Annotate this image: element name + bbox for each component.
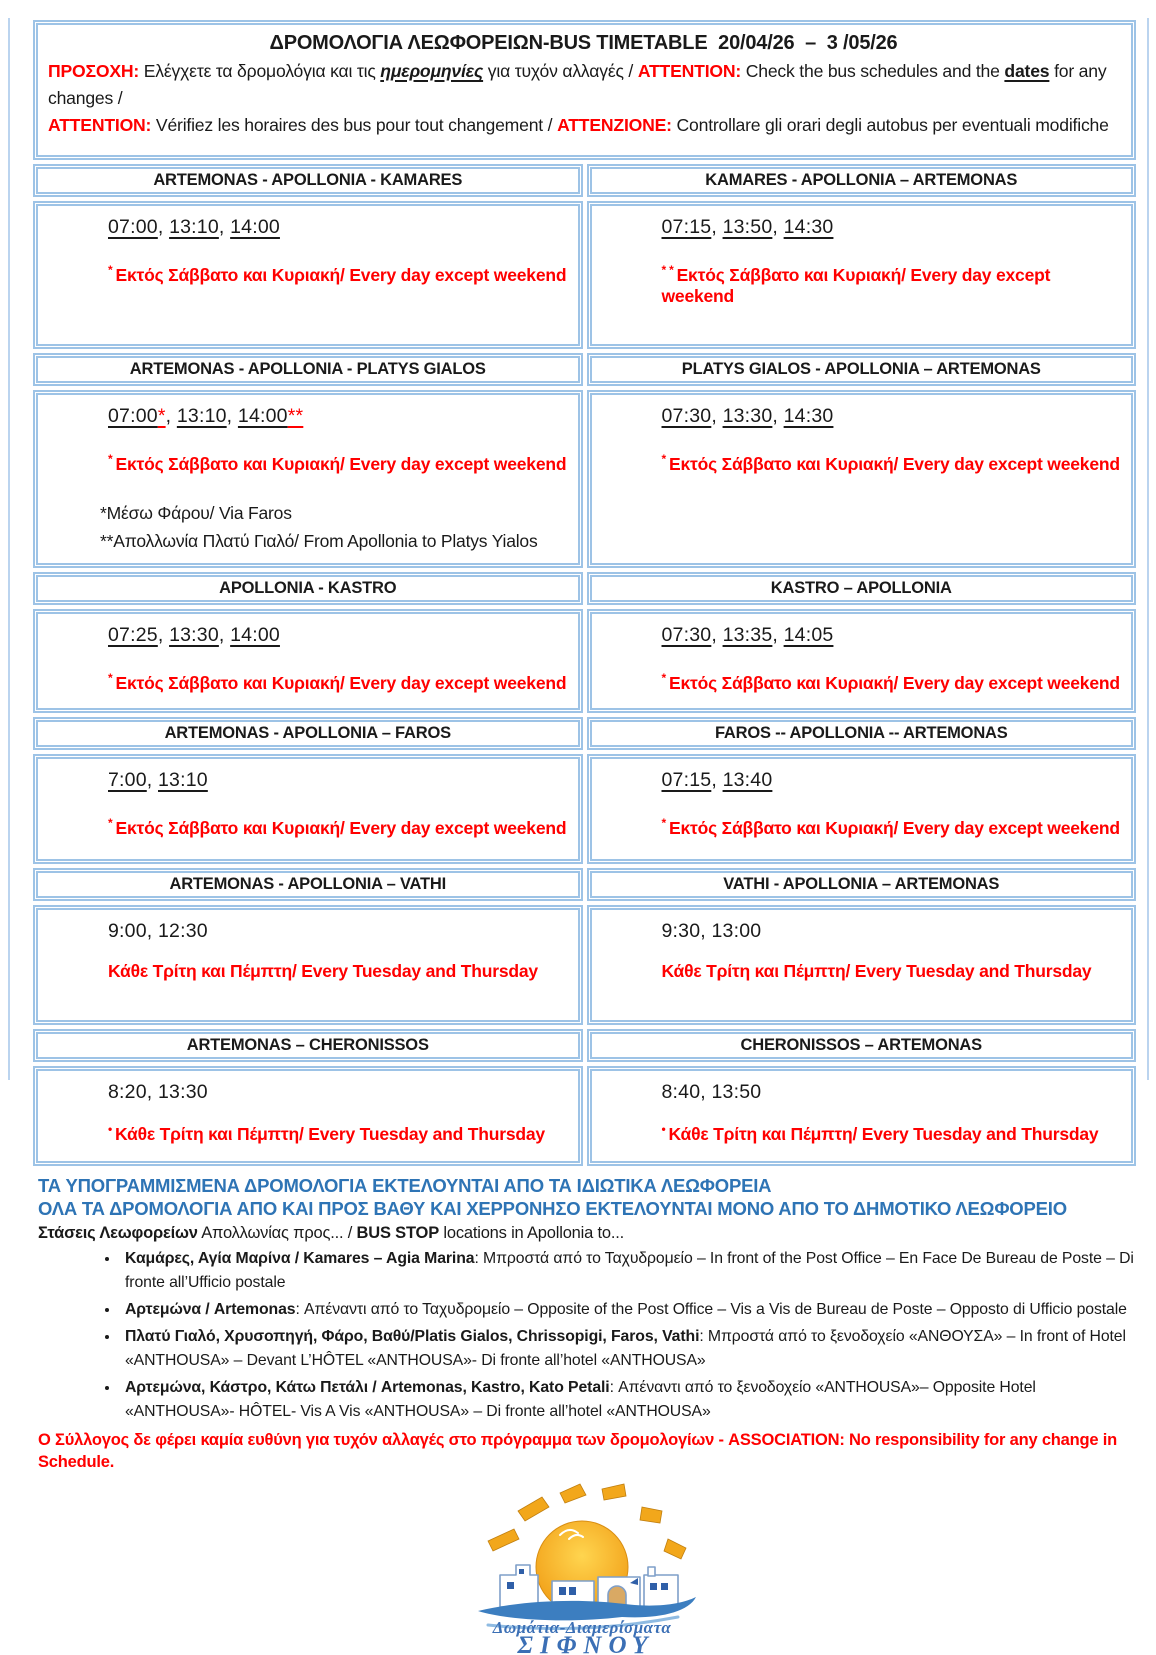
route-name: KAMARES - APOLLONIA – ARTEMONAS xyxy=(705,171,1018,189)
route-section xyxy=(33,1029,1136,1166)
note-text: Εκτός Σάββατο και Κυριακή/ Every day except weekend xyxy=(115,672,567,693)
stop-name: Αρτεμώνα, Κάστρο, Κάτω Πετάλι / Artemonas, Kastro, Kato Petali xyxy=(125,1378,610,1396)
footnote-line: **Απολλωνία Πλατύ Γιαλό/ From Apollonia to Platys Yialos xyxy=(100,530,538,551)
time-value: 07:30 xyxy=(661,405,712,427)
municipal-bus-notice: ΟΛΑ ΤΑ ΔΡΟΜΟΛΟΓΙΑ ΑΠΟ ΚΑΙ ΠΡΟΣ ΒΑΘΥ ΚΑΙ ΧΕΡΡΟΝΗΣΟ ΕΚΤΕΛΟΥΝΤΑΙ ΜΟΝΟ ΑΠΟ ΤΟ ΔΗΜΟΤΙΚΟ ΛΕΩΦΟΡΕΙΟ xyxy=(38,1197,1067,1219)
note-marker: * xyxy=(108,670,113,685)
departure-times xyxy=(662,216,1122,239)
time-text: , xyxy=(165,405,177,427)
time-value: 14:00 xyxy=(230,623,280,646)
schedule-note xyxy=(108,816,568,839)
route-header-right xyxy=(587,353,1137,386)
route-header-right xyxy=(587,164,1137,197)
note-text: Εκτός Σάββατο και Κυριακή/ Every day except weekend xyxy=(668,672,1120,693)
departure-times xyxy=(108,216,568,239)
note-marker: • xyxy=(661,1121,666,1136)
route-cell-left xyxy=(33,609,583,713)
footnotes xyxy=(100,499,568,555)
route-name: ARTEMONAS - APOLLONIA - PLATYS GIALOS xyxy=(129,360,486,378)
route-name: CHERONISSOS – ARTEMONAS xyxy=(740,1035,982,1054)
schedule-note xyxy=(108,961,568,982)
text-segment: Ελέγχετε τα δρομολόγια και τις xyxy=(143,61,381,81)
time-value: 07:15 xyxy=(661,768,712,791)
schedule-note xyxy=(108,452,568,475)
logo-line2: ΣΙΦΝΟΥ xyxy=(516,1631,655,1655)
time-text: , xyxy=(157,216,170,238)
schedule-note xyxy=(108,1122,568,1145)
bus-stop-list xyxy=(38,1247,1136,1424)
note-marker: * xyxy=(108,263,113,277)
schedule-note xyxy=(662,671,1122,694)
text-segment: BUS STOP xyxy=(356,1223,439,1242)
route-name: PLATYS GIALOS - APOLLONIA – ARTEMONAS xyxy=(681,360,1041,378)
route-header-left xyxy=(33,1029,583,1062)
schedule-note xyxy=(662,816,1122,839)
bus-stop-item xyxy=(120,1376,1136,1424)
time-text: , xyxy=(157,623,170,646)
time-text: 9:00, 12:30 xyxy=(108,919,208,942)
route-cell-right xyxy=(587,609,1137,713)
timetable xyxy=(33,164,1136,1166)
logo-line1: Δωμάτια-Διαμερίσματα xyxy=(492,1617,671,1637)
footer xyxy=(33,1174,1136,1473)
time-value: 13:40 xyxy=(722,768,773,791)
route-header-left xyxy=(33,868,583,901)
sifnos-association-logo xyxy=(460,1479,710,1655)
time-value: 13:50 xyxy=(722,216,773,238)
route-header-row xyxy=(33,164,1136,197)
note-marker: * xyxy=(661,670,666,685)
time-value: 14:00 xyxy=(237,405,288,427)
text-segment: locations in Apollonia to... xyxy=(439,1223,624,1242)
schedule-note xyxy=(662,1122,1122,1145)
route-header-left xyxy=(33,572,583,605)
route-section xyxy=(33,572,1136,713)
attention-notice xyxy=(48,58,1119,139)
route-name: ARTEMONAS - APOLLONIA – VATHI xyxy=(169,874,447,893)
page-border-left xyxy=(8,18,10,1080)
time-value: * xyxy=(157,405,166,427)
route-name: FAROS -- APOLLONIA -- ARTEMONAS xyxy=(714,723,1008,742)
note-text: Κάθε Τρίτη και Πέμπτη/ Every Tuesday and Thursday xyxy=(108,960,538,981)
bus-stops-intro xyxy=(38,1222,1136,1244)
time-text: , xyxy=(772,216,784,238)
route-header-row xyxy=(33,868,1136,901)
route-cell-right xyxy=(587,1066,1137,1166)
text-segment: for any changes / xyxy=(48,61,1107,108)
departure-times xyxy=(108,405,568,428)
bus-stop-item xyxy=(120,1247,1136,1295)
text-segment: ΠΡΟΣΟΧΗ: xyxy=(48,61,144,81)
text-segment: ATTENTION: xyxy=(637,61,746,81)
route-cell-left xyxy=(33,754,583,864)
note-marker: * xyxy=(661,815,666,830)
time-value: 13:35 xyxy=(722,623,773,646)
route-header-left xyxy=(33,353,583,386)
route-content-row xyxy=(33,609,1136,713)
text-segment: ATTENZIONE: xyxy=(557,115,677,135)
stop-name: Καμάρες, Αγία Μαρίνα / Kamares – Agia Marina xyxy=(125,1249,475,1267)
note-text: Εκτός Σάββατο και Κυριακή/ Every day except weekend xyxy=(115,453,567,474)
time-value: 07:15 xyxy=(661,216,712,238)
time-value: 07:30 xyxy=(661,623,712,646)
departure-times xyxy=(108,769,568,792)
time-value: 14:05 xyxy=(783,623,834,646)
page-title: ΔΡΟΜΟΛΟΓΙΑ ΛΕΩΦΟΡΕΙΩΝ-BUS TIMETABLE 20/04/26 – 3 /05/26 xyxy=(269,32,898,54)
departure-times xyxy=(662,624,1122,647)
note-marker: * xyxy=(108,815,113,830)
route-cell-right xyxy=(587,905,1137,1025)
logo-text xyxy=(491,1618,671,1655)
route-header-right xyxy=(587,1029,1137,1062)
route-header-right xyxy=(587,572,1137,605)
route-name: ARTEMONAS - APOLLONIA - KAMARES xyxy=(153,171,463,189)
route-content-row xyxy=(33,390,1136,568)
departure-times xyxy=(662,769,1122,792)
time-text: , xyxy=(711,405,723,427)
route-header-right xyxy=(587,717,1137,750)
time-text: , xyxy=(711,768,723,791)
note-marker: * * xyxy=(661,263,674,277)
route-header-left xyxy=(33,717,583,750)
note-text: Κάθε Τρίτη και Πέμπτη/ Every Tuesday and Thursday xyxy=(115,1123,545,1144)
time-value: 14:00 xyxy=(230,216,280,238)
route-cell-left xyxy=(33,1066,583,1166)
note-text: Εκτός Σάββατο και Κυριακή/ Every day except weekend xyxy=(661,264,1051,306)
route-cell-right xyxy=(587,754,1137,864)
logo-container xyxy=(33,1479,1136,1655)
departure-times xyxy=(108,624,568,647)
text-segment: Controllare gli orari degli autobus per eventuali modifiche xyxy=(676,115,1109,135)
bus-stop-item xyxy=(120,1325,1136,1373)
stop-details: : Απέναντι από το Ταχυδρομείο – Opposite of the Post Office – Vis a Vis de Bureau de Poste – Opposto di Ufficio postale xyxy=(295,1300,1127,1318)
time-value: 7:00 xyxy=(108,768,147,791)
route-content-row xyxy=(33,905,1136,1025)
footnote-line: *Μέσω Φάρου/ Via Faros xyxy=(100,502,292,523)
schedule-note xyxy=(662,452,1122,475)
time-value: 13:30 xyxy=(722,405,773,427)
note-text: Κάθε Τρίτη και Πέμπτη/ Every Tuesday and Thursday xyxy=(661,960,1092,981)
departure-times xyxy=(662,1081,1122,1104)
route-cell-left xyxy=(33,390,583,568)
time-value: 07:25 xyxy=(108,623,158,646)
route-cell-right xyxy=(587,201,1137,349)
time-value: 14:30 xyxy=(783,216,834,238)
time-text: , xyxy=(146,768,159,791)
stop-details: : Μπροστά από το Ταχυδρομείο – In front of the Post Office – En Face De Bureau de Poste – Di fronte all’Ufficio postale xyxy=(125,1249,1134,1291)
route-name: ARTEMONAS - APOLLONIA – FAROS xyxy=(164,723,451,742)
text-segment: για τυχόν αλλαγές / xyxy=(483,61,638,81)
time-text: 8:20, 13:30 xyxy=(108,1080,208,1103)
time-value: 13:10 xyxy=(169,216,219,238)
time-text: 9:30, 13:00 xyxy=(661,919,762,942)
text-segment: Vérifiez les horaires des bus pour tout changement / xyxy=(155,115,558,135)
time-text: , xyxy=(218,623,231,646)
time-value: 14:30 xyxy=(783,405,834,427)
document xyxy=(33,20,1136,1655)
text-segment: ημερομηνίες xyxy=(380,61,484,81)
note-marker: • xyxy=(108,1121,113,1136)
stop-name: Αρτεμώνα / Artemonas xyxy=(125,1300,296,1318)
route-cell-left xyxy=(33,905,583,1025)
page-border-right xyxy=(1147,18,1149,1080)
route-name: KASTRO – APOLLONIA xyxy=(770,578,952,597)
time-text: , xyxy=(711,623,723,646)
route-header-row xyxy=(33,353,1136,386)
route-section xyxy=(33,868,1136,1025)
route-section xyxy=(33,353,1136,568)
time-text: , xyxy=(218,216,231,238)
disclaimer: Ο Σύλλογος δε φέρει καμία ευθύνη για τυχόν αλλαγές στο πρόγραμμα των δρομολογίων - ASSOCIATION: No responsibility for any change in Schedule. xyxy=(38,1430,1118,1471)
time-value: 07:00 xyxy=(108,405,158,427)
time-text: 8:40, 13:50 xyxy=(661,1080,762,1103)
text-segment: ATTENTION: xyxy=(48,115,156,135)
text-segment: Check the bus schedules and the xyxy=(745,61,1005,81)
route-header-row xyxy=(33,717,1136,750)
attention-line xyxy=(48,58,1119,112)
header-box xyxy=(33,20,1136,160)
route-header-left xyxy=(33,164,583,197)
route-section xyxy=(33,164,1136,349)
text-segment: Στάσεις Λεωφορείων xyxy=(38,1223,198,1242)
note-text: Εκτός Σάββατο και Κυριακή/ Every day except weekend xyxy=(668,453,1120,474)
time-text: , xyxy=(226,405,238,427)
route-content-row xyxy=(33,754,1136,864)
note-marker: * xyxy=(661,452,666,466)
note-marker: * xyxy=(108,452,113,466)
note-text: Κάθε Τρίτη και Πέμπτη/ Every Tuesday and Thursday xyxy=(668,1123,1099,1144)
time-value: 13:30 xyxy=(169,623,219,646)
time-text: , xyxy=(711,216,723,238)
stop-details: : Απέναντι από το ξενοδοχείο «ANTHOUSA»– Opposite Hotel «ANTHOUSA»- HÔTEL- Vis A Vis «ANTHOUSA» – Di fronte all’hotel «ANTHOUSA» xyxy=(125,1378,1036,1420)
route-name: VATHI - APOLLONIA – ARTEMONAS xyxy=(723,874,1000,893)
time-value: ** xyxy=(287,405,304,427)
route-content-row xyxy=(33,201,1136,349)
route-name: ARTEMONAS – CHERONISSOS xyxy=(186,1035,429,1054)
schedule-note xyxy=(108,671,568,694)
route-header-right xyxy=(587,868,1137,901)
schedule-note xyxy=(662,961,1122,982)
route-header-row xyxy=(33,572,1136,605)
note-text: Εκτός Σάββατο και Κυριακή/ Every day except weekend xyxy=(115,264,567,285)
attention-line xyxy=(48,112,1119,139)
departure-times xyxy=(108,920,568,943)
note-text: Εκτός Σάββατο και Κυριακή/ Every day except weekend xyxy=(668,817,1120,838)
route-name: APOLLONIA - KASTRO xyxy=(219,578,397,597)
departure-times xyxy=(108,1081,568,1104)
text-segment: dates xyxy=(1004,61,1050,81)
bus-stop-item xyxy=(120,1298,1136,1322)
schedule-note xyxy=(108,263,568,286)
text-segment: Απολλωνίας προς... / xyxy=(197,1223,357,1242)
time-value: 13:10 xyxy=(158,768,208,791)
route-cell-right xyxy=(587,390,1137,568)
time-value: 13:10 xyxy=(176,405,227,427)
stop-details: : Μπροστά από το ξενοδοχείο «ΑΝΘΟΥΣΑ» – In front of Hotel «ANTHOUSA» – Devant L’HÔTEL «ANTHOUSA»- Di fronte all’hotel «ANTHOUSA» xyxy=(125,1327,1126,1369)
route-content-row xyxy=(33,1066,1136,1166)
time-text: , xyxy=(772,623,784,646)
route-cell-left xyxy=(33,201,583,349)
route-header-row xyxy=(33,1029,1136,1062)
route-section xyxy=(33,717,1136,864)
schedule-note xyxy=(662,263,1122,307)
stop-name: Πλατύ Γιαλό, Χρυσοπηγή, Φάρο, Βαθύ/Platis Gialos, Chrissopigi, Faros, Vathi xyxy=(125,1327,700,1345)
underlined-routes-notice: ΤΑ ΥΠΟΓΡΑΜΜΙΣΜΕΝΑ ΔΡΟΜΟΛΟΓΙΑ ΕΚΤΕΛΟΥΝΤΑΙ ΑΠΟ ΤΑ ΙΔΙΩΤΙΚΑ ΛΕΩΦΟΡΕΙΑ xyxy=(38,1174,772,1196)
note-text: Εκτός Σάββατο και Κυριακή/ Every day except weekend xyxy=(115,817,567,838)
departure-times xyxy=(662,920,1122,943)
time-value: 07:00 xyxy=(108,216,158,238)
time-text: , xyxy=(772,405,784,427)
departure-times xyxy=(662,405,1122,428)
